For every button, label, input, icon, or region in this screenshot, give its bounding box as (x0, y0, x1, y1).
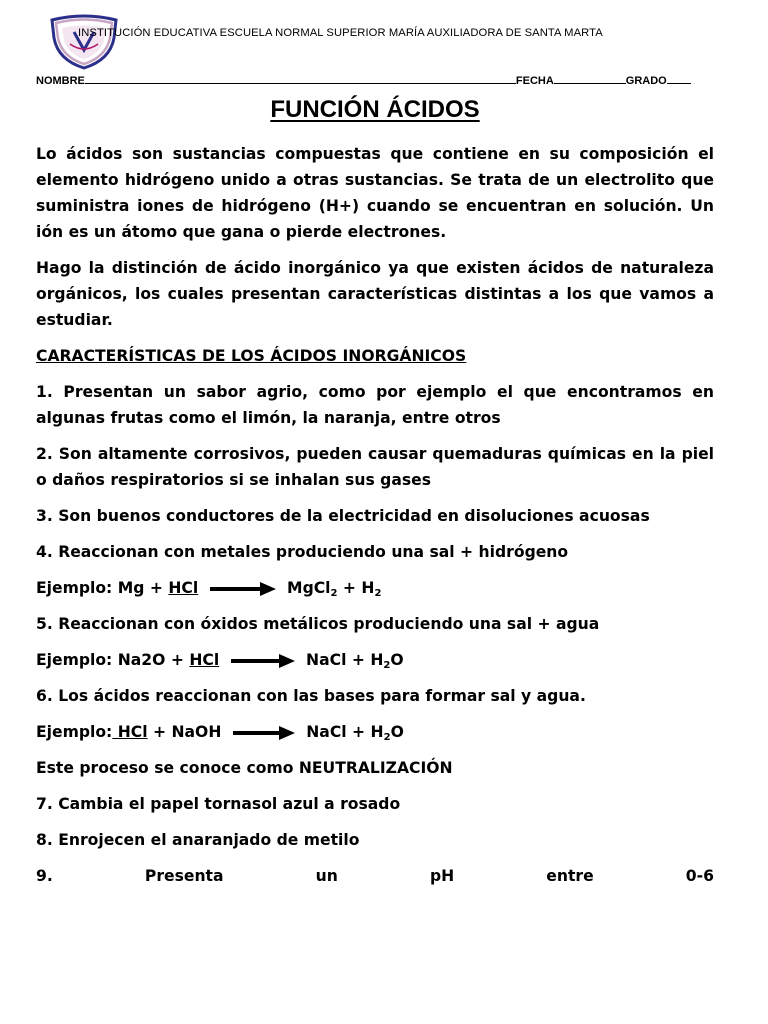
list-item-9-word: 0-6 (685, 867, 714, 885)
list-item-7: 7. Cambia el papel tornasol azul a rosado (36, 795, 401, 813)
neutralization-note: Este proceso se conoce como NEUTRALIZACIÓN (36, 759, 453, 777)
section-heading: CARACTERÍSTICAS DE LOS ÁCIDOS INORGÁNICOS (36, 347, 467, 365)
example-3-subscript: 2 (383, 732, 391, 743)
list-item-9-word: entre (546, 867, 594, 885)
example-2-subscript: 2 (383, 660, 391, 671)
example-2-reactant: Na2O + (117, 651, 190, 669)
example-label: Ejemplo: (36, 723, 113, 741)
example-1 (36, 575, 714, 601)
list-item-6: 6. Los ácidos reaccionan con las bases para formar sal y agua. (36, 687, 586, 705)
intro-paragraph-1: Lo ácidos son sustancias compuestas que contiene en su composición el elemento hidrógeno unido a otras sustancias. Se trata de un electrolito que suministra iones de hidrógeno (H+) cuando se encuentran en solución. Un ión es un átomo que gana o pierde electrones. (36, 145, 714, 241)
reaction-arrow-icon (233, 726, 295, 740)
example-3-acid: HCl (112, 723, 148, 741)
school-crest-logo (48, 14, 120, 70)
example-2-product-a: NaCl + H (306, 651, 384, 669)
example-1-subscript-2: 2 (374, 588, 382, 599)
example-label: Ejemplo: (36, 651, 113, 669)
grado-label: GRADO (625, 75, 667, 87)
reaction-arrow-icon (210, 582, 276, 596)
nombre-label: NOMBRE (36, 75, 85, 87)
example-2-product-b: O (390, 651, 404, 669)
example-1-subscript-1: 2 (330, 588, 338, 599)
example-2 (36, 647, 714, 673)
intro-paragraph-2: Hago la distinción de ácido inorgánico ya que existen ácidos de naturaleza orgánicos, los cuales presentan características distintas a los que vamos a estudiar. (36, 259, 714, 329)
page-title: FUNCIÓN ÁCIDOS (270, 96, 480, 123)
list-item-3: 3. Son buenos conductores de la electricidad en disoluciones acuosas (36, 507, 650, 525)
example-3-base: + NaOH (147, 723, 222, 741)
reaction-arrow-icon (231, 654, 295, 668)
fecha-label: FECHA (515, 75, 554, 87)
list-item-1: 1. Presentan un sabor agrio, como por ejemplo el que encontramos en algunas frutas como el limón, la naranja, entre otros (36, 383, 714, 427)
list-item-9-word: Presenta (144, 867, 224, 885)
grado-blank[interactable] (667, 74, 691, 84)
document-body (36, 141, 714, 899)
list-item-2: 2. Son altamente corrosivos, pueden causar quemaduras químicas en la piel o daños respiratorios si se inhalan sus gases (36, 445, 714, 489)
example-3 (36, 719, 714, 745)
example-2-acid: HCl (189, 651, 220, 669)
nombre-blank[interactable] (85, 74, 516, 84)
example-1-product-b: + H (337, 579, 375, 597)
example-label: Ejemplo: (36, 579, 113, 597)
list-item-9-word: un (315, 867, 338, 885)
list-item-9-word: 9. (36, 867, 53, 885)
student-info-line (36, 74, 716, 87)
example-3-product-a: NaCl + H (306, 723, 384, 741)
fecha-blank[interactable] (554, 74, 626, 84)
list-item-4: 4. Reaccionan con metales produciendo una sal + hidrógeno (36, 543, 569, 561)
list-item-8: 8. Enrojecen el anaranjado de metilo (36, 831, 360, 849)
institution-name: INSTITUCIÓN EDUCATIVA ESCUELA NORMAL SUPERIOR MARÍA AUXILIADORA DE SANTA MARTA (78, 27, 603, 39)
example-1-product-a: MgCl (287, 579, 331, 597)
list-item-5: 5. Reaccionan con óxidos metálicos produciendo una sal + agua (36, 615, 600, 633)
list-item-9 (36, 863, 714, 889)
example-3-product-b: O (390, 723, 404, 741)
example-1-reactant: Mg + (117, 579, 169, 597)
example-1-acid: HCl (168, 579, 199, 597)
list-item-9-word: pH (429, 867, 455, 885)
